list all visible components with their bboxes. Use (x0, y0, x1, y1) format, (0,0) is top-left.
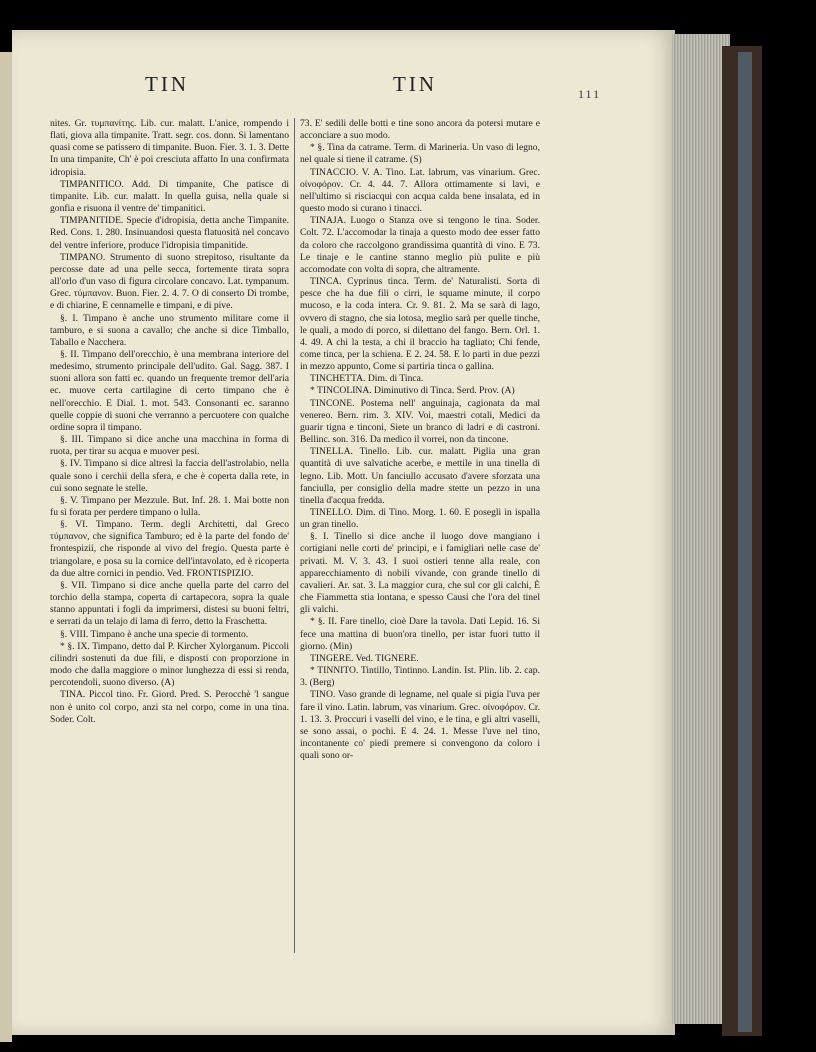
entry-paragraph: TIMPANITICO. Add. Di timpanite, Che patisce di timpanite. Lib. cur. malatt. In quella guisa, nella quale si gonfia e risuona il ventre de' timpanitici. (50, 178, 289, 215)
entry-paragraph: TINGERE. Ved. TIGNERE. (310, 652, 419, 664)
entry-paragraph: §. II. Timpano dell'orecchio, è una membrana interiore del medesimo, strumento principale dell'udito. Gal. Sagg. 387. I suoni allora son fatti ec. quando un frequente tremor dell'aria ec. muove certa cartilagine di certo timpano che è nell'orecchio. E Dial. 1. mot. 543. Consonanti ec. saranno quelle coppie di suoni che verranno a percuotere con qualche ordine sopra il timpano. (50, 348, 289, 433)
entry-paragraph: TINELLA. Tinello. Lib. cur. malatt. Piglia una gran quantità di uve salvatiche acerbe, e mettile in una tinella di legno. Lib. Mott. Un fanciullo accusato d'avere sforzata una fanciulla, per consiglio della madre stette un pezzo in una tinella d'acqua fredda. (300, 446, 540, 506)
column-divider (294, 118, 295, 953)
entry-paragraph: * TINCOLINA. Diminutivo di Tinca. Serd. Prov. (A) (310, 385, 515, 397)
entry-paragraph: TIMPANO. Strumento di suono strepitoso, risultante da percosse date ad una pelle secca, fortemente tirata sopra all'orlo d'un vaso di figura circolare concavo. Lat. tympanum. Grec. τύμπανον. Buon. Fier. 2. 4. 7. O di conserto Di trombe, e di chiarine, E cennamelle e timpani, e di pive. (50, 251, 289, 312)
cover-board-edge (738, 52, 752, 1032)
entry-paragraph: §. VI. Timpano. Term. degli Architetti, dal Greco τύμπανον, che significa Tamburo; ed è la parte del fondo de' frontespizii, che risponde al vivo del fregio. Questa parte è triangolare, e posa su la cornice dell'intavolato, ed è ricoperta da due altre cornici in pendio. Ved. FRONTISPIZIO. (50, 519, 289, 579)
entry-paragraph: §. VIII. Timpano è anche una specie di tormento. (60, 628, 249, 640)
entry-paragraph: §. I. Timpano è anche uno strumento militare come il tamburo, e si suona a cavallo; che anche si dice Timballo, Taballo e Nacchera. (50, 312, 289, 348)
entry-paragraph: §. I. Tinello si dice anche il luogo dove mangiano i cortigiani nelle corti de' principi, e i famigliari nelle case de' privati. M. V. 3. 43. I suoi ostieri tenne alla reale, con apparecchiamento di nobili vivande, con grande tinello di cavalieri. Ar. sat. 3. La maggior cura, che sul cor gli calchi, È che Fiammetta stia lontana, e spesso Causi che l'ora del tinel gli valchi. (300, 531, 540, 616)
entry-paragraph: nites. Gr. τυμπανίτης. Lib. cur. malatt. L'anice, rompendo i flati, giova alla timpanite. Tratt. segr. cos. donn. Si lamentano quasi come se patissero di timpanite. Buon. Fier. 3. 1. 3. Dette In una timpanite, Ch' è poi cresciuta affatto In una confirmata idropisia. (50, 118, 289, 178)
entry-paragraph: TINCHETTA. Dim. di Tinca. (310, 373, 424, 385)
entry-paragraph: 73. E' sedili delle botti e tine sono ancora da potersi mutare e acconciare a suo modo. (300, 118, 540, 142)
entry-paragraph: TINELLO. Dim. di Tino. Morg. 1. 60. E poseglì in ispalla un gran tinello. (300, 507, 540, 531)
entry-paragraph: TINCONE. Postema nell' anguinaja, cagionata da mal venereo. Bern. rim. 3. XIV. Voi, maestri cotali, Medici da guarir tigna e tinconi, Siete un branco di ladri e di castroni. Bellinc. son. 316. Da medico il vorrei, non da tincone. (300, 397, 540, 446)
entry-paragraph: TINACCIO. V. A. Tino. Lat. labrum, vas vinarium. Grec. οἰνοφόρον. Cr. 4. 44. 7. Allora ottimamente si lavi, e nell'ultimo si risciacqui con acqua calda bene insalata, ed in questo modo si curano i tinacci. (300, 166, 540, 215)
page-number: 111 (578, 87, 602, 101)
entry-paragraph: TINA. Piccol tino. Fr. Giord. Pred. S. Perocchè 'l sangue non è unito col corpo, anzi sta nel corpo, come in una tina. Soder. Colt. (50, 689, 289, 725)
left-column (50, 118, 289, 726)
entry-paragraph: TINO. Vaso grande di legname, nel quale si pigia l'uva per fare il vino. Latin. labrum, vas vinarium. Grec. οἰνοφόρον. Cr. 1. 13. 3. Proccuri i vaselli del vino, e le tina, e gli altri vaselli, se sono assai, o pochi. E 4. 24. 1. Messe l'uve nel tino, incontanente co' piedi premere si convengono da coloro i quali sono or- (300, 689, 540, 762)
entry-paragraph: * §. II. Fare tinello, cioè Dare la tavola. Dati Lepid. 16. Si fece una mattina di buon'ora tinello, per istar fuori tutto il giorno. (Min) (300, 616, 540, 652)
entry-paragraph: §. V. Timpano per Mezzule. But. Inf. 28. 1. Mai botte non fu sì forata per perdere timpano o lulla. (50, 494, 289, 518)
right-column (300, 118, 540, 762)
entry-paragraph: §. IV. Timpano si dice altresì la faccia dell'astrolabio, nella quale sono i cerchii della sfera, e che è coperta dalla rete, in cui sono segnate le stelle. (50, 458, 289, 494)
left-page-edge (0, 52, 12, 1042)
entry-paragraph: §. VII. Timpano si dice anche quella parte del carro del torchio della stampa, coperta di cartapecora, sopra la quale stanno appuntati i fogli da imprimersi, distesi su buoni feltri, e serrati da un telajo di lama di ferro, detto la Fraschetta. (50, 579, 289, 628)
entry-paragraph: §. III. Timpano si dice anche una macchina in forma di ruota, per tirar su acqua e muover pesi. (50, 434, 289, 458)
entry-paragraph: * §. Tina da catrame. Term. di Marineria. Un vaso di legno, nel quale si tiene il catrame. (S) (300, 142, 540, 166)
right-running-head: TIN (393, 72, 437, 96)
entry-paragraph: TIMPANITIDE. Specie d'idropisia, detta anche Timpanite. Red. Cons. 1. 280. Insinuandosi questa flatuosità nel concavo del ventre inferiore, produce l'idropisia timpanitide. (50, 215, 289, 251)
entry-paragraph: TINCA. Cyprinus tinca. Term. de' Naturalisti. Sorta di pesce che ha due fili o cirri, le squame minute, il corpo mucoso, e la coda intera. Cr. 9. 81. 2. Ma se sarà di lago, ovvero di stagno, che sia lotosa, meglio sarà per quelle tinche, le quali, a modo di porco, si dilettano del fango. Bern. Orl. 1. 4. 49. A chi la testa, a chi il braccio ha tagliato; Chi fende, come tinca, per la schiena. E 2. 24. 58. E lo partì in due pezzi in mezzo appunto, Come si partiria tinca o gallina. (300, 276, 540, 373)
entry-paragraph: * §. IX. Timpano, detto dal P. Kircher Xylorganum. Piccoli cilindri sostenuti da due fili, e disposti con proporzione in modo che dalla maggiore o minor lunghezza di essi si renda, percotendoli, suono diverso. (A) (50, 640, 289, 689)
entry-paragraph: TINAJA. Luogo o Stanza ove si tengono le tina. Soder. Colt. 72. L'accomodar la tinaja a questo modo dee esser fatto da coloro che raccolgono grandissima quantità di vino. E 73. Le tinaje e le cantine stanno meglio più pulite e più accomodate con volta di sopra, che altramente. (300, 215, 540, 275)
left-running-head: TIN (145, 72, 189, 96)
entry-paragraph: * TINNITO. Tintillo, Tintinno. Landin. Ist. Plin. lib. 2. cap. 3. (Berg) (300, 665, 540, 689)
